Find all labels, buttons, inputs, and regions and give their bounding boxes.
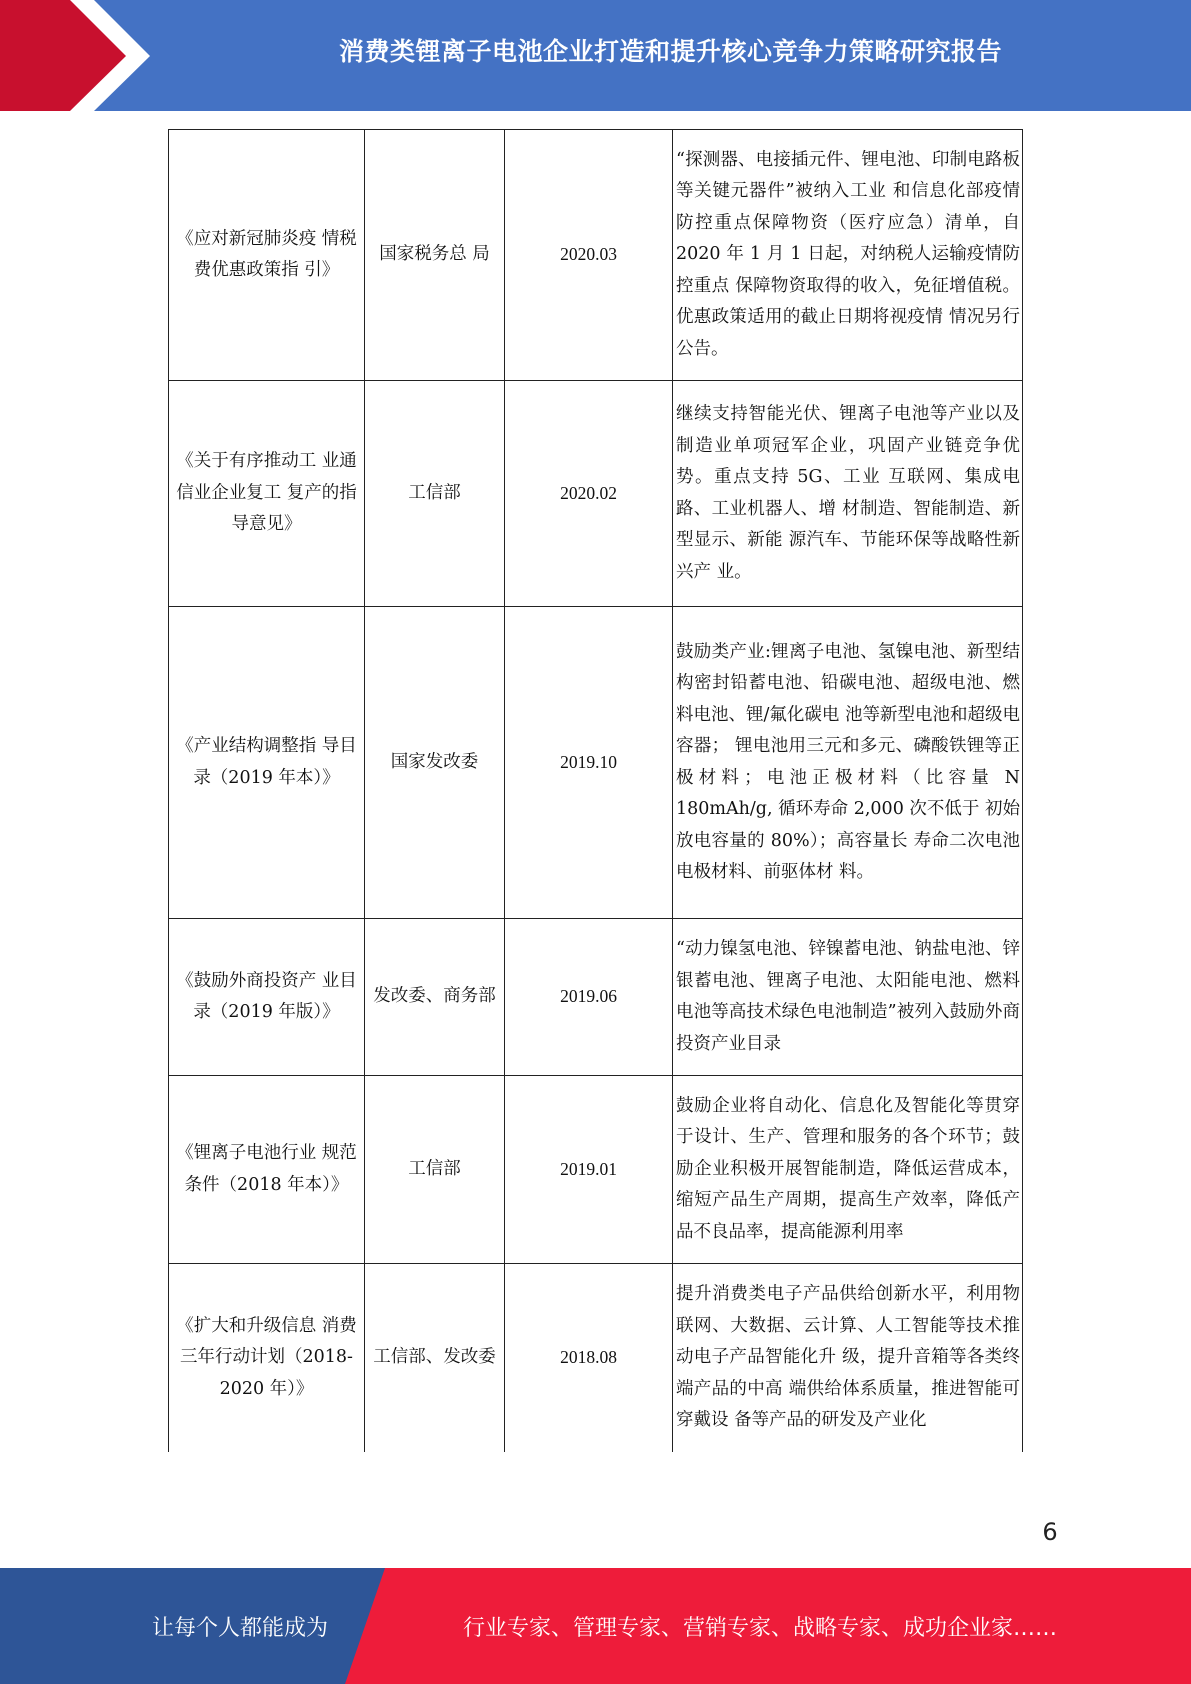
page-number: 6 [1042, 1518, 1058, 1546]
policy-title-cell: 《应对新冠肺炎疫 情税费优惠政策指 引》 [169, 130, 365, 381]
policy-title-cell: 《鼓励外商投资产 业目录（2019 年版）》 [169, 919, 365, 1076]
policy-content-cell: 鼓励企业将自动化、信息化及智能化等贯穿于设计、生产、管理和服务的各个环节；鼓励企业积极开展智能制造，降低运营成本，缩短产品生产周期，提高生产效率，降低产品不良品率，提高能源利用率 [673, 1076, 1023, 1264]
policy-title-cell: 《关于有序推动工 业通信业企业复工 复产的指导意见》 [169, 381, 365, 607]
footer-slogan-left: 让每个人都能成为 [151, 1615, 328, 1641]
footer-banner [0, 1568, 1191, 1684]
policy-title-cell: 《锂离子电池行业 规范条件（2018 年本）》 [169, 1076, 365, 1264]
policy-content-cell: 鼓励类产业:锂离子电池、氢镍电池、新型结构密封铅蓄电池、铅碳电池、超级电池、燃料电池、锂/氟化碳电 池等新型电池和超级电容器； 锂电池用三元和多元、磷酸铁锂等正 极材料；电池正极材料（比容量 N 180mAh/g, 循环寿命 2,000 次不低于 初始放电容量的 80%）；高容量长 寿命二次电池电极材料、前驱体材 料。 [673, 607, 1023, 919]
release-date-cell: 2018.08 [505, 1264, 673, 1452]
footer-slogan-right: 行业专家、管理专家、营销专家、战略专家、成功企业家…… [462, 1615, 1057, 1641]
release-date-cell: 2020.03 [505, 130, 673, 381]
release-date-cell: 2019.10 [505, 607, 673, 919]
policy-content-cell: 继续支持智能光伏、锂离子电池等产业以及制造业单项冠军企业，巩固产业链竞争优势。重点支持 5G、工业 互联网、集成电路、工业机器人、增 材制造、智能制造、新型显示、新能 源汽车、节能环保等战略性新兴产 业。 [673, 381, 1023, 607]
release-date-cell: 2020.02 [505, 381, 673, 607]
policy-table [168, 129, 1023, 1452]
issuing-department-cell: 发改委、商务部 [365, 919, 505, 1076]
table-row [169, 607, 1023, 919]
table-row [169, 919, 1023, 1076]
policy-title-cell: 《扩大和升级信息 消费三年行动计划（2018-2020 年）》 [169, 1264, 365, 1452]
report-title: 消费类锂离子电池企业打造和提升核心竞争力策略研究报告 [338, 37, 1002, 66]
issuing-department-cell: 国家税务总 局 [365, 130, 505, 381]
table-row [169, 1076, 1023, 1264]
policy-content-cell: 提升消费类电子产品供给创新水平，利用物联网、大数据、云计算、人工智能等技术推动电子产品智能化升 级，提升音箱等各类终端产品的中高 端供给体系质量，推进智能可穿戴设 备等产品的研发及产业化 [673, 1264, 1023, 1452]
release-date-cell: 2019.06 [505, 919, 673, 1076]
policy-content-cell: “动力镍氢电池、锌镍蓄电池、钠盐电池、锌银蓄电池、锂离子电池、太阳能电池、燃料电池等高技术绿色电池制造”被列入鼓励外商投资产业目录 [673, 919, 1023, 1076]
issuing-department-cell: 工信部 [365, 381, 505, 607]
header-banner [0, 0, 1191, 111]
issuing-department-cell: 工信部 [365, 1076, 505, 1264]
table-row [169, 381, 1023, 607]
issuing-department-cell: 工信部、发改委 [365, 1264, 505, 1452]
release-date-cell: 2019.01 [505, 1076, 673, 1264]
table-row [169, 1264, 1023, 1452]
policy-content-cell: “探测器、电接插元件、锂电池、印制电路板等关键元器件”被纳入工业 和信息化部疫情防控重点保障物资（医疗应急）清单，自 2020 年 1 月 1 日起，对纳税人运输疫情防控重点 保障物资取得的收入，免征增值税。 优惠政策适用的截止日期将视疫情 情况另行公告。 [673, 130, 1023, 381]
table-row [169, 130, 1023, 381]
issuing-department-cell: 国家发改委 [365, 607, 505, 919]
policy-title-cell: 《产业结构调整指 导目录（2019 年本）》 [169, 607, 365, 919]
header-chevron-icon [0, 0, 150, 111]
